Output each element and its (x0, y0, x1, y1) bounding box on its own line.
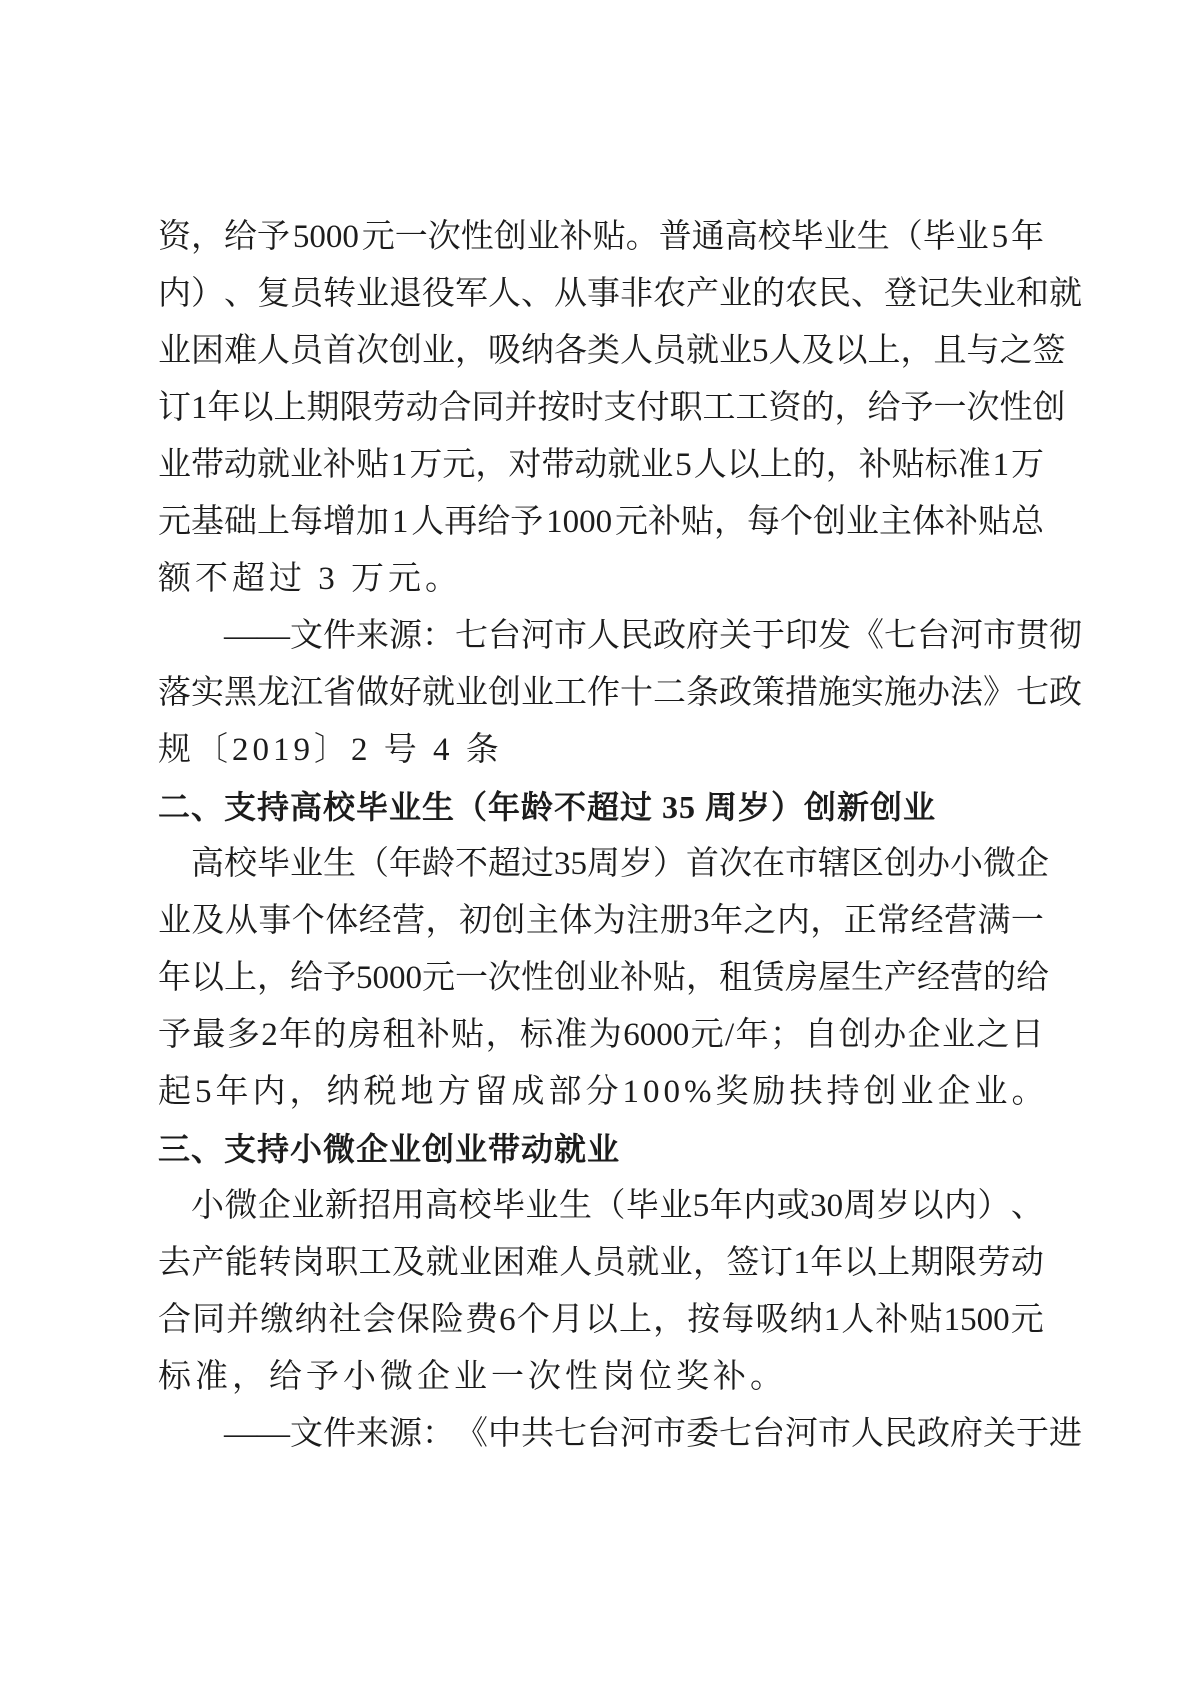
text-line: 额不超过 3 万元。 (158, 561, 462, 597)
text-line: 元 基 础 上 每 增 加 1 人 再 给 予 1000 元 补 贴 ， 每 个 创 业 主 体 补 贴 总 (158, 504, 1044, 540)
text-line: 资 ， 给 予 5000 元 一 次 性 创 业 补 贴 。 普 通 高 校 毕 业 生 （ 毕 业 5 年 (158, 219, 1044, 255)
text-line: 业 带 动 就 业 补 贴 1 万 元 ， 对 带 动 就 业 5 人 以 上 的 ， 补 贴 标 准 1 万 (158, 447, 1045, 483)
source-line: — — 文 件 来 源 ： 七 台 河 市 人 民 政 府 关 于 印 发 《 七 台 河 市 贯 彻 (224, 618, 1082, 654)
section-heading: 三、支持小微企业创业带动就业 (158, 1131, 621, 1167)
text-line: 业 困 难 人 员 首 次 创 业 ， 吸 纳 各 类 人 员 就 业 5 人 及 以 上 ， 且 与 之 签 (158, 333, 1066, 369)
text-line: 起5年内，纳税地方留成部分100%奖励扶持创业企业。 (158, 1074, 1049, 1110)
text-block (158, 209, 1082, 1463)
text-line: 订 1 年 以 上 期 限 劳 动 合 同 并 按 时 支 付 职 工 工 资 的 ， 给 予 一 次 性 创 (158, 390, 1066, 426)
source-line: 规〔2019〕2 号 4 条 (158, 732, 503, 768)
section-heading: 二、支持高校毕业生（年龄不超过 35 周岁）创新创业 (158, 789, 937, 825)
text-line: 高 校 毕 业 生 （ 年 龄 不 超 过 35 周 岁 ） 首 次 在 市 辖 区 创 办 小 微 企 (191, 846, 1049, 882)
text-line: 年 以 上 ， 给 予 5000 元 一 次 性 创 业 补 贴 ， 租 赁 房 屋 生 产 经 营 的 给 (158, 960, 1049, 996)
text-line: 去 产 能 转 岗 职 工 及 就 业 困 难 人 员 就 业 ， 签 订 1 年 以 上 期 限 劳 动 (158, 1245, 1044, 1281)
text-line: 小 微 企 业 新 招 用 高 校 毕 业 生 （ 毕 业 5 年 内 或 30 周 岁 以 内 ） 、 (191, 1188, 1044, 1224)
source-line: 落 实 黑 龙 江 省 做 好 就 业 创 业 工 作 十 二 条 政 策 措 施 实 施 办 法 》 七 政 (158, 675, 1082, 711)
source-line: — — 文 件 来 源 ： 《 中 共 七 台 河 市 委 七 台 河 市 人 民 政 府 关 于 进 (224, 1416, 1082, 1452)
text-line: 合 同 并 缴 纳 社 会 保 险 费 6 个 月 以 上 ， 按 每 吸 纳 1 人 补 贴 1500 元 (158, 1302, 1044, 1338)
text-line: 予 最 多 2 年 的 房 租 补 贴 ， 标 准 为 6000 元 / 年 ； 自 创 办 企 业 之 日 (158, 1017, 1044, 1053)
text-line: 内 ） 、 复 员 转 业 退 役 军 人 、 从 事 非 农 产 业 的 农 民 、 登 记 失 业 和 就 (158, 276, 1082, 312)
text-line: 业 及 从 事 个 体 经 营 ， 初 创 主 体 为 注 册 3 年 之 内 ， 正 常 经 营 满 一 (158, 903, 1044, 939)
text-line: 标准，给予小微企业一次性岗位奖补。 (158, 1359, 787, 1395)
